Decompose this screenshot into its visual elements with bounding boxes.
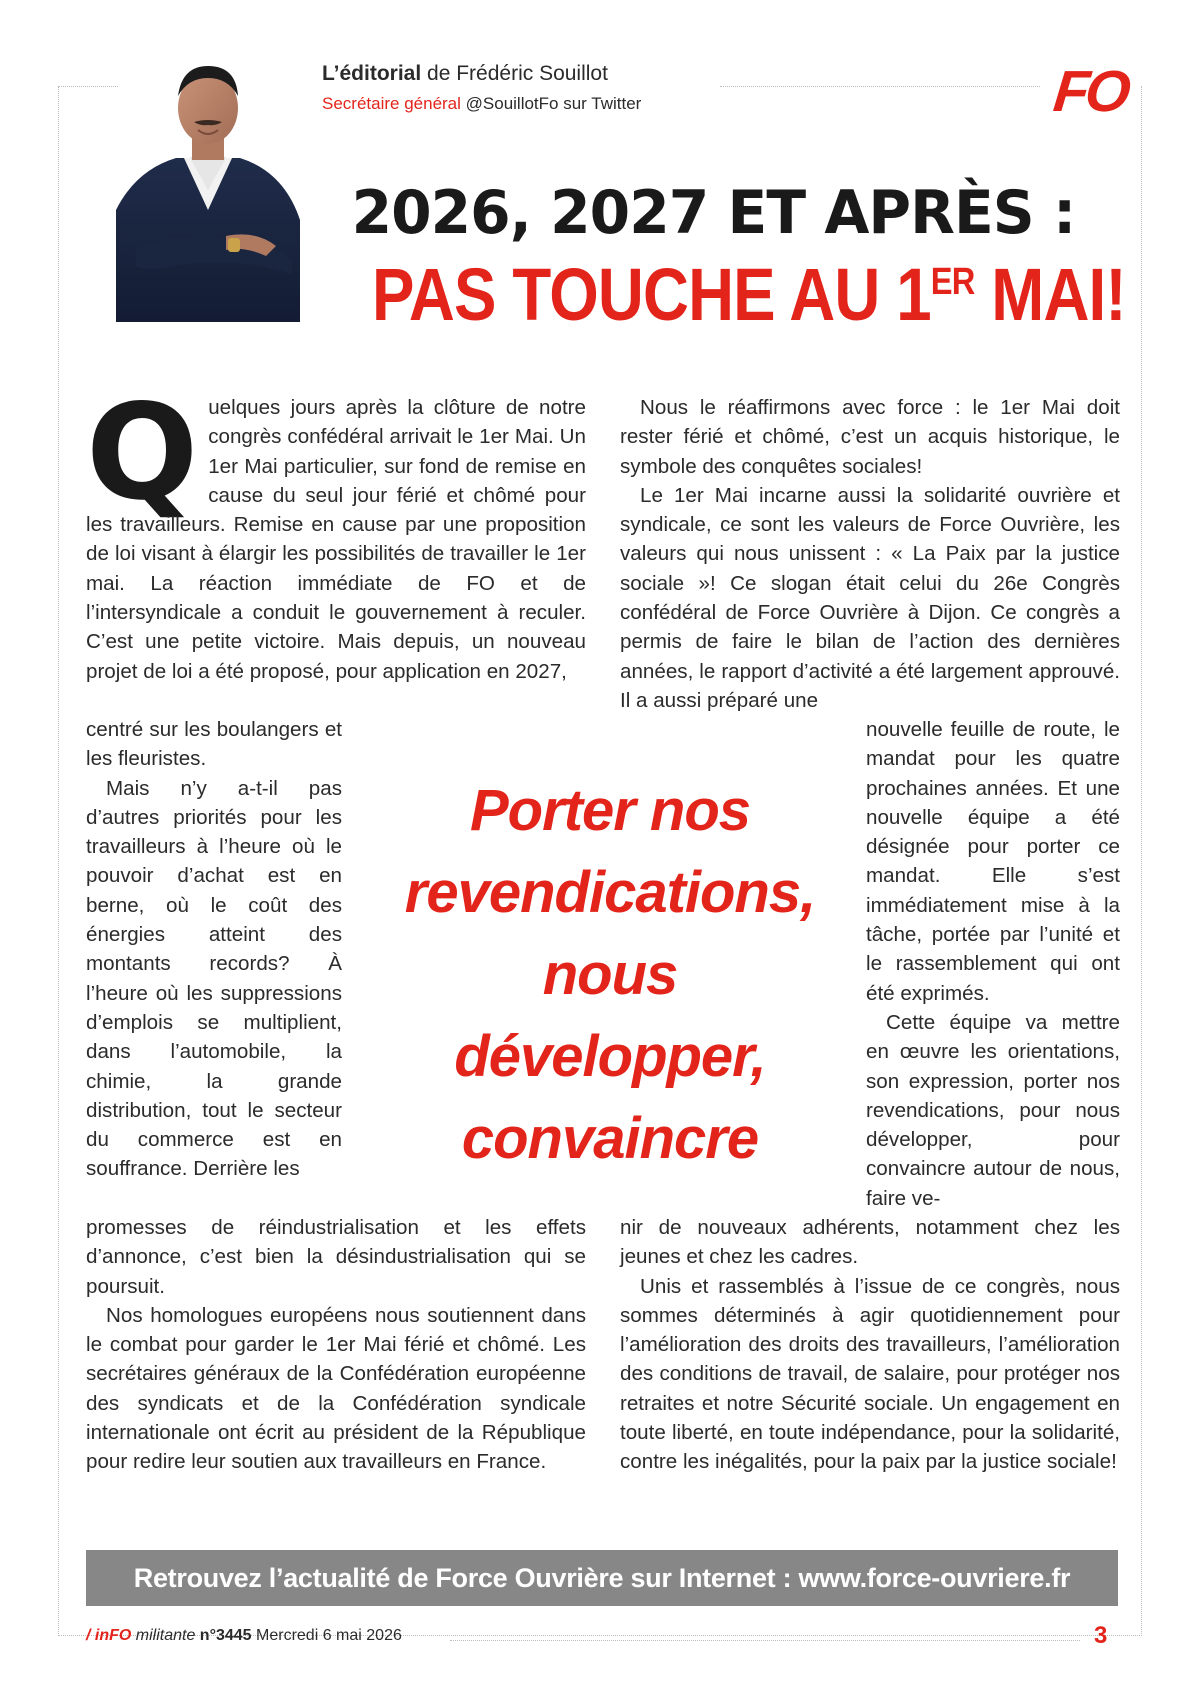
editorial-header xyxy=(322,62,641,114)
right-column-bottom xyxy=(620,1213,1120,1477)
pull-quote-line: Porter nos xyxy=(469,778,751,843)
left-paragraph-2-end: promesses de réindustrialisation et les effets d’annonce, c’est bien la désindustrialisation qui se poursuit. xyxy=(86,1216,586,1298)
footer xyxy=(86,1627,402,1645)
editorial-byline xyxy=(322,62,641,86)
pull-quote-line: revendications, xyxy=(404,860,816,925)
right-column-top xyxy=(620,393,1120,715)
left-column-bottom xyxy=(86,1213,586,1477)
right-column-narrow xyxy=(866,715,1120,1213)
headline-line-2 xyxy=(372,252,1126,337)
editorial-label: L’éditorial xyxy=(322,62,422,85)
footer-issue: n°3445 xyxy=(195,1627,252,1644)
right-paragraph-2: Le 1er Mai incarne aussi la solidarité ouvrière et syndicale, ce sont les valeurs de Force Ouvrière, les valeurs qui nous unissent : « La Paix par la justice sociale »! Ce slogan était celui du 26e Congrès confédéral de Force Ouvrière à Dijon. Ce congrès a permis de faire le bilan de l’action des dernières années, le rapport d’activité a été largement approuvé. Il a aussi préparé une xyxy=(620,483,1120,712)
footer-publication: militante xyxy=(131,1627,196,1644)
footer-brand: / inFO xyxy=(86,1627,132,1644)
author-role-line xyxy=(322,94,641,114)
headline-superscript: ER xyxy=(930,261,975,303)
footer-date: Mercredi 6 mai 2026 xyxy=(251,1627,402,1644)
author-portrait xyxy=(116,60,300,322)
editorial-author: de Frédéric Souillot xyxy=(421,62,608,85)
left-paragraph-2: Mais n’y a-t-il pas d’autres priorités pour les travailleurs à l’heure où le pouvoir d’achat est en berne, où le coût des énergies atteint des montants records? À l’heure où les suppressions d’emplois se multiplient, dans l’automobile, la chimie, la grande distribution, tout le secteur du commerce est en souffrance. Derrière les xyxy=(86,776,342,1181)
top-rule-right xyxy=(720,86,1040,87)
right-paragraph-3: Cette équipe va mettre en œuvre les orientations, son expression, porter nos revendications, pour nous développer, pour convaincre autour de nous, faire ve- xyxy=(866,1010,1120,1210)
top-rule-left xyxy=(58,86,118,87)
website-banner[interactable]: Retrouvez l’actualité de Force Ouvrière sur Internet : www.force-ouvriere.fr xyxy=(86,1550,1118,1606)
pull-quote-line: convaincre xyxy=(461,1106,759,1171)
footer-rule xyxy=(450,1640,1080,1641)
headline-line-2-main: PAS TOUCHE AU 1 xyxy=(372,253,931,336)
left-paragraph-3: Nos homologues européens nous soutiennent dans le combat pour garder le 1er Mai férié et chômé. Les secrétaires généraux de la Confédération européenne des syndicats et de la Confédération syndicale internationale ont écrit au président de la République pour redire leur soutien aux travailleurs en France. xyxy=(86,1303,586,1474)
right-paragraph-2-end: nouvelle feuille de route, le mandat pour les quatre prochaines années. Et une nouvelle équipe a été désignée pour porter ce mandat. Elle s’est immédiatement mise à la tâche, portée par l’unité et le rassemblement qui ont été exprimés. xyxy=(866,718,1120,1005)
pull-quote-line: nous xyxy=(542,942,678,1007)
left-paragraph-1: uelques jours après la clôture de notre congrès confédéral arrivait le 1er Mai. Un 1er Mai particulier, sur fond de remise en cause du seul jour férié et chômé pour les travailleurs. Remise en cause par une proposition de loi visant à élargir les possibilités de travailler le 1er mai. La réaction immédiate de FO et de l’intersyndicale a conduit le gouvernement à reculer. C’est une petite victoire. Mais depuis, un nouveau projet de loi a été proposé, pour application en 2027, xyxy=(86,396,586,683)
left-column-top xyxy=(86,376,586,686)
pull-quote xyxy=(370,770,850,1180)
right-paragraph-1: Nous le réaffirmons avec force : le 1er Mai doit rester férié et chômé, c’est un acquis historique, le symbole des conquêtes sociales! xyxy=(620,396,1120,478)
fo-logo: FO xyxy=(1050,59,1130,124)
right-paragraph-4: Unis et rassemblés à l’issue de ce congrès, nous sommes déterminés à agir quotidiennement pour l’amélioration des droits des travailleurs, l’amélioration des conditions de travail, de salaire, pour protéger nos retraites et notre Sécurité sociale. Un engagement en toute liberté, en toute indépendance, pour la solidarité, contre les inégalités, pour la paix par la justice sociale! xyxy=(620,1274,1120,1474)
left-paragraph-1-end: centré sur les boulangers et les fleuristes. xyxy=(86,718,342,771)
author-role: Secrétaire général xyxy=(322,94,461,113)
page-number: 3 xyxy=(1094,1622,1108,1649)
headline-line-1: 2026, 2027 ET APRÈS : xyxy=(351,178,1076,248)
headline-line-2-end: MAI! xyxy=(974,253,1126,336)
left-column-narrow xyxy=(86,715,342,1184)
right-paragraph-3-end: nir de nouveaux adhérents, notamment chez les jeunes et chez les cadres. xyxy=(620,1216,1120,1269)
pull-quote-line: développer, xyxy=(454,1024,766,1089)
dropcap: Q xyxy=(86,376,199,530)
twitter-handle[interactable]: @SouillotFo sur Twitter xyxy=(460,94,642,113)
